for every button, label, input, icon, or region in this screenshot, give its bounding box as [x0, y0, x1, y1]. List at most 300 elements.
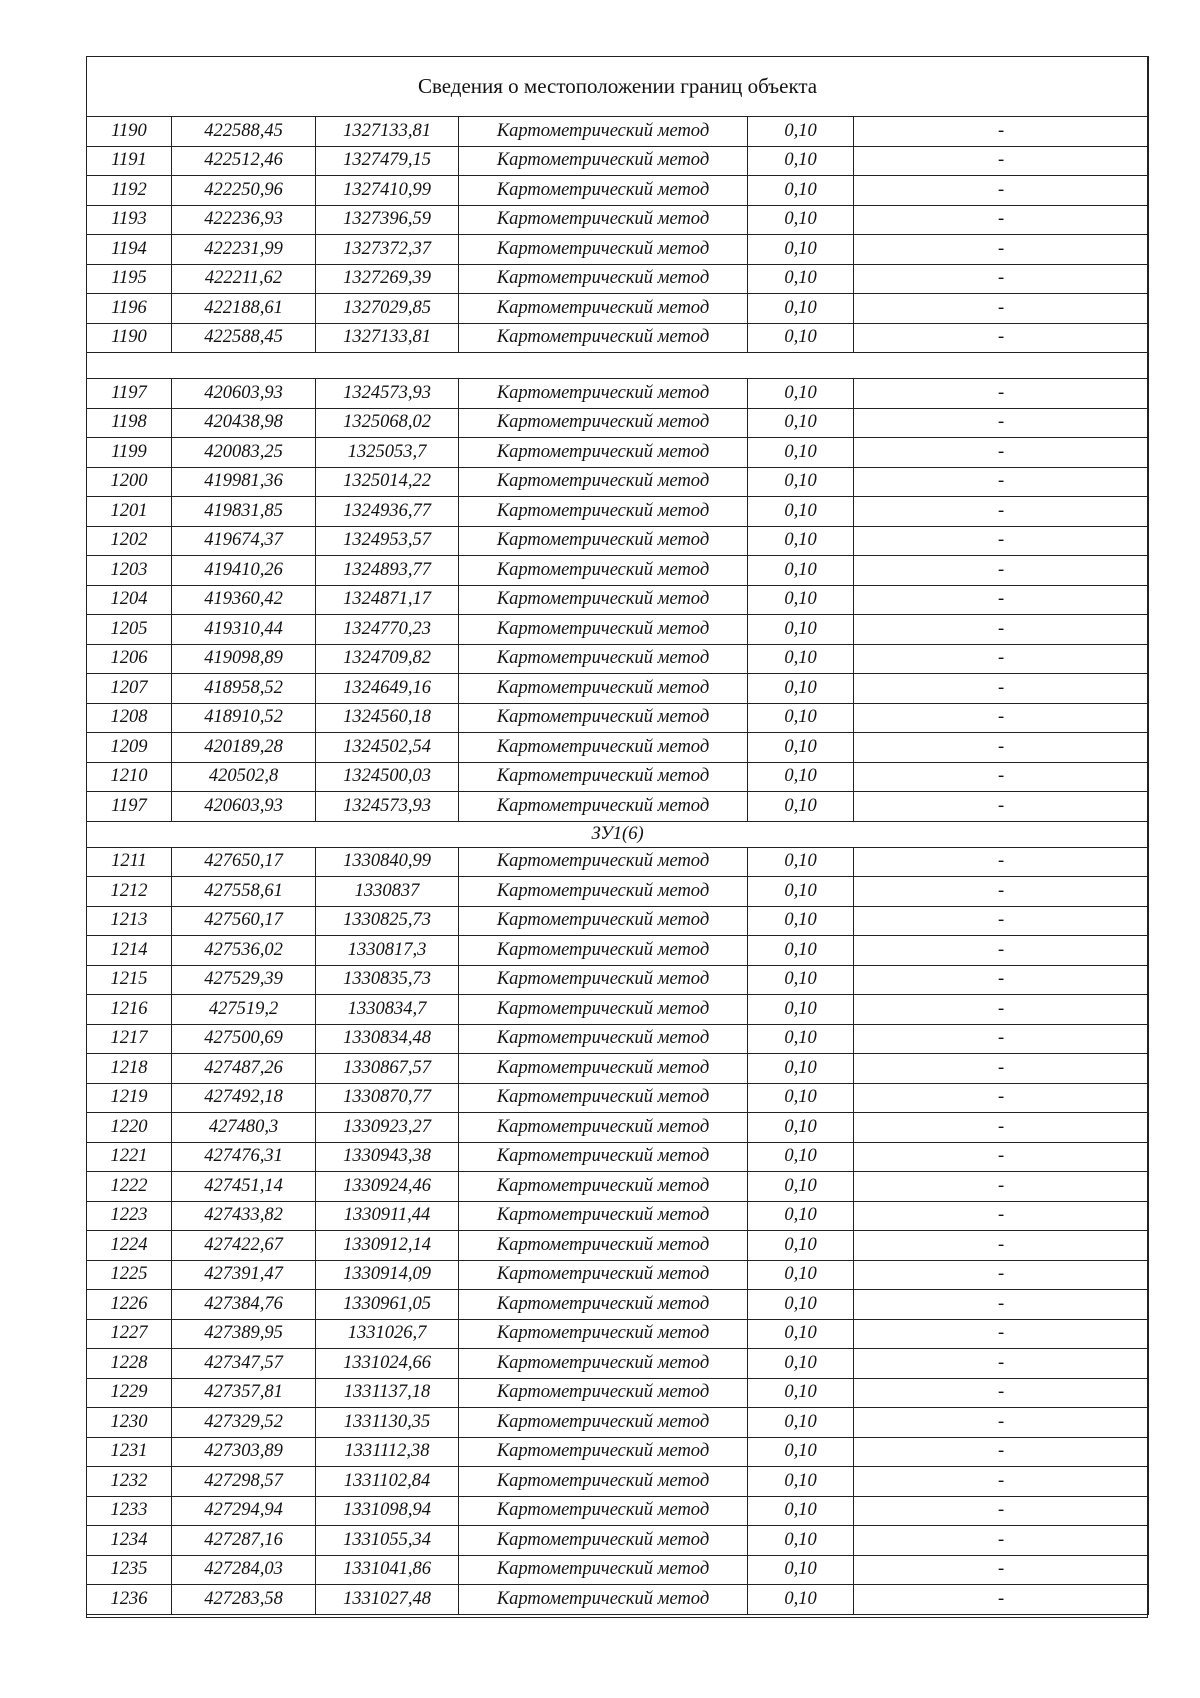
x-coordinate-cell: 427303,89 — [172, 1437, 316, 1467]
x-coordinate-cell: 427347,57 — [172, 1349, 316, 1379]
description-cell: - — [854, 146, 1149, 176]
accuracy-cell: 0,10 — [748, 526, 854, 556]
method-cell: Картометрический метод — [459, 1378, 748, 1408]
method-cell: Картометрический метод — [459, 1231, 748, 1261]
method-cell: Картометрический метод — [459, 264, 748, 294]
point-number-cell: 1234 — [87, 1526, 172, 1556]
description-cell: - — [854, 235, 1149, 265]
table-row — [87, 847, 1149, 877]
table-row — [87, 1172, 1149, 1202]
accuracy-cell: 0,10 — [748, 615, 854, 645]
accuracy-cell: 0,10 — [748, 1378, 854, 1408]
method-cell: Картометрический метод — [459, 1024, 748, 1054]
point-number-cell: 1225 — [87, 1260, 172, 1290]
description-cell: - — [854, 323, 1149, 353]
table-row — [87, 877, 1149, 907]
point-number-cell: 1235 — [87, 1555, 172, 1585]
y-coordinate-cell: 1330911,44 — [316, 1201, 459, 1231]
table-title-row — [87, 57, 1149, 117]
point-number-cell: 1200 — [87, 467, 172, 497]
table-row — [87, 1496, 1149, 1526]
method-cell: Картометрический метод — [459, 1467, 748, 1497]
accuracy-cell: 0,10 — [748, 146, 854, 176]
table-row — [87, 906, 1149, 936]
x-coordinate-cell: 427283,58 — [172, 1585, 316, 1615]
table-row — [87, 615, 1149, 645]
method-cell: Картометрический метод — [459, 1260, 748, 1290]
x-coordinate-cell: 422231,99 — [172, 235, 316, 265]
x-coordinate-cell: 420603,93 — [172, 792, 316, 822]
accuracy-cell: 0,10 — [748, 176, 854, 206]
point-number-cell: 1201 — [87, 497, 172, 527]
x-coordinate-cell: 427529,39 — [172, 965, 316, 995]
description-cell: - — [854, 205, 1149, 235]
y-coordinate-cell: 1324649,16 — [316, 674, 459, 704]
table-row — [87, 205, 1149, 235]
method-cell: Картометрический метод — [459, 1113, 748, 1143]
x-coordinate-cell: 420189,28 — [172, 733, 316, 763]
accuracy-cell: 0,10 — [748, 1231, 854, 1261]
method-cell: Картометрический метод — [459, 703, 748, 733]
description-cell: - — [854, 438, 1149, 468]
method-cell: Картометрический метод — [459, 762, 748, 792]
accuracy-cell: 0,10 — [748, 585, 854, 615]
x-coordinate-cell: 427492,18 — [172, 1083, 316, 1113]
y-coordinate-cell: 1327479,15 — [316, 146, 459, 176]
description-cell: - — [854, 1083, 1149, 1113]
method-cell: Картометрический метод — [459, 1349, 748, 1379]
accuracy-cell: 0,10 — [748, 1437, 854, 1467]
table-row — [87, 1142, 1149, 1172]
method-cell: Картометрический метод — [459, 936, 748, 966]
point-number-cell: 1194 — [87, 235, 172, 265]
y-coordinate-cell: 1327410,99 — [316, 176, 459, 206]
x-coordinate-cell: 419360,42 — [172, 585, 316, 615]
description-cell: - — [854, 379, 1149, 409]
description-cell: - — [854, 1290, 1149, 1320]
description-cell: - — [854, 847, 1149, 877]
description-cell: - — [854, 467, 1149, 497]
y-coordinate-cell: 1327372,37 — [316, 235, 459, 265]
method-cell: Картометрический метод — [459, 294, 748, 324]
group-separator-row — [87, 353, 1149, 379]
y-coordinate-cell: 1330834,7 — [316, 995, 459, 1025]
y-coordinate-cell: 1324573,93 — [316, 379, 459, 409]
method-cell: Картометрический метод — [459, 526, 748, 556]
description-cell: - — [854, 264, 1149, 294]
description-cell: - — [854, 1467, 1149, 1497]
table-row — [87, 294, 1149, 324]
method-cell: Картометрический метод — [459, 733, 748, 763]
table-row — [87, 1349, 1149, 1379]
accuracy-cell: 0,10 — [748, 1526, 854, 1556]
accuracy-cell: 0,10 — [748, 497, 854, 527]
point-number-cell: 1196 — [87, 294, 172, 324]
accuracy-cell: 0,10 — [748, 847, 854, 877]
method-cell: Картометрический метод — [459, 146, 748, 176]
table-row — [87, 1231, 1149, 1261]
description-cell: - — [854, 497, 1149, 527]
table-row — [87, 526, 1149, 556]
method-cell: Картометрический метод — [459, 235, 748, 265]
point-number-cell: 1213 — [87, 906, 172, 936]
point-number-cell: 1232 — [87, 1467, 172, 1497]
table-row — [87, 1555, 1149, 1585]
point-number-cell: 1228 — [87, 1349, 172, 1379]
accuracy-cell: 0,10 — [748, 792, 854, 822]
y-coordinate-cell: 1331098,94 — [316, 1496, 459, 1526]
y-coordinate-cell: 1331027,48 — [316, 1585, 459, 1615]
table-row — [87, 1319, 1149, 1349]
y-coordinate-cell: 1325068,02 — [316, 408, 459, 438]
y-coordinate-cell: 1327396,59 — [316, 205, 459, 235]
y-coordinate-cell: 1331055,34 — [316, 1526, 459, 1556]
table-row — [87, 379, 1149, 409]
y-coordinate-cell: 1330923,27 — [316, 1113, 459, 1143]
description-cell: - — [854, 1231, 1149, 1261]
point-number-cell: 1209 — [87, 733, 172, 763]
accuracy-cell: 0,10 — [748, 1555, 854, 1585]
description-cell: - — [854, 556, 1149, 586]
description-cell: - — [854, 1201, 1149, 1231]
method-cell: Картометрический метод — [459, 117, 748, 147]
method-cell: Картометрический метод — [459, 176, 748, 206]
table-row — [87, 1290, 1149, 1320]
point-number-cell: 1197 — [87, 792, 172, 822]
y-coordinate-cell: 1325014,22 — [316, 467, 459, 497]
accuracy-cell: 0,10 — [748, 1142, 854, 1172]
point-number-cell: 1203 — [87, 556, 172, 586]
y-coordinate-cell: 1330835,73 — [316, 965, 459, 995]
point-number-cell: 1199 — [87, 438, 172, 468]
x-coordinate-cell: 427298,57 — [172, 1467, 316, 1497]
method-cell: Картометрический метод — [459, 379, 748, 409]
point-number-cell: 1190 — [87, 117, 172, 147]
x-coordinate-cell: 427433,82 — [172, 1201, 316, 1231]
point-number-cell: 1208 — [87, 703, 172, 733]
accuracy-cell: 0,10 — [748, 1496, 854, 1526]
x-coordinate-cell: 419674,37 — [172, 526, 316, 556]
x-coordinate-cell: 419310,44 — [172, 615, 316, 645]
table-row — [87, 1201, 1149, 1231]
description-cell: - — [854, 1349, 1149, 1379]
description-cell: - — [854, 995, 1149, 1025]
table-row — [87, 1083, 1149, 1113]
table-body — [87, 57, 1149, 1615]
accuracy-cell: 0,10 — [748, 965, 854, 995]
table-row — [87, 264, 1149, 294]
table-row — [87, 995, 1149, 1025]
x-coordinate-cell: 427287,16 — [172, 1526, 316, 1556]
x-coordinate-cell: 427476,31 — [172, 1142, 316, 1172]
x-coordinate-cell: 422250,96 — [172, 176, 316, 206]
point-number-cell: 1218 — [87, 1054, 172, 1084]
point-number-cell: 1214 — [87, 936, 172, 966]
x-coordinate-cell: 427558,61 — [172, 877, 316, 907]
point-number-cell: 1195 — [87, 264, 172, 294]
section-header-row — [87, 821, 1149, 847]
accuracy-cell: 0,10 — [748, 294, 854, 324]
table-row — [87, 644, 1149, 674]
method-cell: Картометрический метод — [459, 1408, 748, 1438]
point-number-cell: 1202 — [87, 526, 172, 556]
point-number-cell: 1198 — [87, 408, 172, 438]
method-cell: Картометрический метод — [459, 1201, 748, 1231]
description-cell: - — [854, 906, 1149, 936]
method-cell: Картометрический метод — [459, 644, 748, 674]
description-cell: - — [854, 703, 1149, 733]
description-cell: - — [854, 1496, 1149, 1526]
x-coordinate-cell: 427389,95 — [172, 1319, 316, 1349]
method-cell: Картометрический метод — [459, 1319, 748, 1349]
accuracy-cell: 0,10 — [748, 323, 854, 353]
point-number-cell: 1219 — [87, 1083, 172, 1113]
accuracy-cell: 0,10 — [748, 1201, 854, 1231]
description-cell: - — [854, 117, 1149, 147]
y-coordinate-cell: 1330924,46 — [316, 1172, 459, 1202]
description-cell: - — [854, 1319, 1149, 1349]
x-coordinate-cell: 427294,94 — [172, 1496, 316, 1526]
table-row — [87, 674, 1149, 704]
point-number-cell: 1210 — [87, 762, 172, 792]
accuracy-cell: 0,10 — [748, 1024, 854, 1054]
y-coordinate-cell: 1324560,18 — [316, 703, 459, 733]
accuracy-cell: 0,10 — [748, 1467, 854, 1497]
x-coordinate-cell: 427329,52 — [172, 1408, 316, 1438]
table-row — [87, 497, 1149, 527]
x-coordinate-cell: 427357,81 — [172, 1378, 316, 1408]
x-coordinate-cell: 422588,45 — [172, 323, 316, 353]
x-coordinate-cell: 422588,45 — [172, 117, 316, 147]
description-cell: - — [854, 1555, 1149, 1585]
x-coordinate-cell: 418958,52 — [172, 674, 316, 704]
x-coordinate-cell: 427650,17 — [172, 847, 316, 877]
point-number-cell: 1226 — [87, 1290, 172, 1320]
y-coordinate-cell: 1331026,7 — [316, 1319, 459, 1349]
method-cell: Картометрический метод — [459, 1290, 748, 1320]
x-coordinate-cell: 419410,26 — [172, 556, 316, 586]
table-title: Сведения о местоположении границ объекта — [87, 57, 1149, 117]
accuracy-cell: 0,10 — [748, 379, 854, 409]
y-coordinate-cell: 1331137,18 — [316, 1378, 459, 1408]
table-row — [87, 1378, 1149, 1408]
y-coordinate-cell: 1330825,73 — [316, 906, 459, 936]
description-cell: - — [854, 877, 1149, 907]
method-cell: Картометрический метод — [459, 877, 748, 907]
y-coordinate-cell: 1330912,14 — [316, 1231, 459, 1261]
point-number-cell: 1224 — [87, 1231, 172, 1261]
accuracy-cell: 0,10 — [748, 235, 854, 265]
y-coordinate-cell: 1331041,86 — [316, 1555, 459, 1585]
x-coordinate-cell: 419981,36 — [172, 467, 316, 497]
accuracy-cell: 0,10 — [748, 1408, 854, 1438]
accuracy-cell: 0,10 — [748, 205, 854, 235]
method-cell: Картометрический метод — [459, 1526, 748, 1556]
table-row — [87, 1437, 1149, 1467]
method-cell: Картометрический метод — [459, 1555, 748, 1585]
table-row — [87, 323, 1149, 353]
point-number-cell: 1221 — [87, 1142, 172, 1172]
method-cell: Картометрический метод — [459, 1054, 748, 1084]
description-cell: - — [854, 644, 1149, 674]
y-coordinate-cell: 1325053,7 — [316, 438, 459, 468]
y-coordinate-cell: 1324573,93 — [316, 792, 459, 822]
method-cell: Картометрический метод — [459, 965, 748, 995]
y-coordinate-cell: 1330870,77 — [316, 1083, 459, 1113]
accuracy-cell: 0,10 — [748, 877, 854, 907]
table-row — [87, 762, 1149, 792]
point-number-cell: 1211 — [87, 847, 172, 877]
table-row — [87, 556, 1149, 586]
description-cell: - — [854, 1526, 1149, 1556]
x-coordinate-cell: 427284,03 — [172, 1555, 316, 1585]
y-coordinate-cell: 1324893,77 — [316, 556, 459, 586]
method-cell: Картометрический метод — [459, 1496, 748, 1526]
method-cell: Картометрический метод — [459, 674, 748, 704]
description-cell: - — [854, 1142, 1149, 1172]
y-coordinate-cell: 1324500,03 — [316, 762, 459, 792]
group-separator — [87, 353, 1149, 379]
table-row — [87, 792, 1149, 822]
method-cell: Картометрический метод — [459, 906, 748, 936]
table-row — [87, 1467, 1149, 1497]
y-coordinate-cell: 1330914,09 — [316, 1260, 459, 1290]
y-coordinate-cell: 1330817,3 — [316, 936, 459, 966]
method-cell: Картометрический метод — [459, 467, 748, 497]
accuracy-cell: 0,10 — [748, 703, 854, 733]
description-cell: - — [854, 965, 1149, 995]
method-cell: Картометрический метод — [459, 408, 748, 438]
description-cell: - — [854, 1408, 1149, 1438]
accuracy-cell: 0,10 — [748, 906, 854, 936]
y-coordinate-cell: 1330867,57 — [316, 1054, 459, 1084]
y-coordinate-cell: 1327269,39 — [316, 264, 459, 294]
method-cell: Картометрический метод — [459, 497, 748, 527]
description-cell: - — [854, 1172, 1149, 1202]
x-coordinate-cell: 427519,2 — [172, 995, 316, 1025]
table-row — [87, 1113, 1149, 1143]
description-cell: - — [854, 733, 1149, 763]
x-coordinate-cell: 427391,47 — [172, 1260, 316, 1290]
table-row — [87, 117, 1149, 147]
description-cell: - — [854, 1585, 1149, 1615]
accuracy-cell: 0,10 — [748, 1054, 854, 1084]
description-cell: - — [854, 294, 1149, 324]
y-coordinate-cell: 1324871,17 — [316, 585, 459, 615]
x-coordinate-cell: 422211,62 — [172, 264, 316, 294]
description-cell: - — [854, 585, 1149, 615]
boundary-coordinates-table — [86, 56, 1149, 1615]
point-number-cell: 1207 — [87, 674, 172, 704]
point-number-cell: 1230 — [87, 1408, 172, 1438]
point-number-cell: 1205 — [87, 615, 172, 645]
y-coordinate-cell: 1330837 — [316, 877, 459, 907]
x-coordinate-cell: 427422,67 — [172, 1231, 316, 1261]
accuracy-cell: 0,10 — [748, 936, 854, 966]
method-cell: Картометрический метод — [459, 1083, 748, 1113]
description-cell: - — [854, 176, 1149, 206]
point-number-cell: 1227 — [87, 1319, 172, 1349]
y-coordinate-cell: 1331102,84 — [316, 1467, 459, 1497]
accuracy-cell: 0,10 — [748, 1349, 854, 1379]
x-coordinate-cell: 422236,93 — [172, 205, 316, 235]
accuracy-cell: 0,10 — [748, 556, 854, 586]
table-row — [87, 1260, 1149, 1290]
method-cell: Картометрический метод — [459, 556, 748, 586]
y-coordinate-cell: 1331112,38 — [316, 1437, 459, 1467]
table-row — [87, 1526, 1149, 1556]
description-cell: - — [854, 526, 1149, 556]
x-coordinate-cell: 427560,17 — [172, 906, 316, 936]
method-cell: Картометрический метод — [459, 615, 748, 645]
accuracy-cell: 0,10 — [748, 1319, 854, 1349]
y-coordinate-cell: 1324953,57 — [316, 526, 459, 556]
method-cell: Картометрический метод — [459, 205, 748, 235]
accuracy-cell: 0,10 — [748, 1260, 854, 1290]
method-cell: Картометрический метод — [459, 1585, 748, 1615]
point-number-cell: 1231 — [87, 1437, 172, 1467]
description-cell: - — [854, 936, 1149, 966]
point-number-cell: 1222 — [87, 1172, 172, 1202]
table-row — [87, 467, 1149, 497]
x-coordinate-cell: 427500,69 — [172, 1024, 316, 1054]
x-coordinate-cell: 427451,14 — [172, 1172, 316, 1202]
x-coordinate-cell: 422188,61 — [172, 294, 316, 324]
x-coordinate-cell: 427536,02 — [172, 936, 316, 966]
accuracy-cell: 0,10 — [748, 995, 854, 1025]
point-number-cell: 1216 — [87, 995, 172, 1025]
accuracy-cell: 0,10 — [748, 1290, 854, 1320]
point-number-cell: 1206 — [87, 644, 172, 674]
table-row — [87, 585, 1149, 615]
accuracy-cell: 0,10 — [748, 1113, 854, 1143]
accuracy-cell: 0,10 — [748, 674, 854, 704]
table-row — [87, 703, 1149, 733]
x-coordinate-cell: 427480,3 — [172, 1113, 316, 1143]
section-label: ЗУ1(6) — [87, 821, 1149, 847]
description-cell: - — [854, 1378, 1149, 1408]
y-coordinate-cell: 1331024,66 — [316, 1349, 459, 1379]
accuracy-cell: 0,10 — [748, 1172, 854, 1202]
table-row — [87, 1024, 1149, 1054]
y-coordinate-cell: 1330943,38 — [316, 1142, 459, 1172]
x-coordinate-cell: 427384,76 — [172, 1290, 316, 1320]
x-coordinate-cell: 427487,26 — [172, 1054, 316, 1084]
method-cell: Картометрический метод — [459, 995, 748, 1025]
y-coordinate-cell: 1330961,05 — [316, 1290, 459, 1320]
table-row — [87, 235, 1149, 265]
table-row — [87, 1054, 1149, 1084]
description-cell: - — [854, 408, 1149, 438]
point-number-cell: 1191 — [87, 146, 172, 176]
y-coordinate-cell: 1324502,54 — [316, 733, 459, 763]
accuracy-cell: 0,10 — [748, 644, 854, 674]
point-number-cell: 1233 — [87, 1496, 172, 1526]
y-coordinate-cell: 1331130,35 — [316, 1408, 459, 1438]
point-number-cell: 1229 — [87, 1378, 172, 1408]
y-coordinate-cell: 1324770,23 — [316, 615, 459, 645]
point-number-cell: 1193 — [87, 205, 172, 235]
y-coordinate-cell: 1327133,81 — [316, 323, 459, 353]
method-cell: Картометрический метод — [459, 847, 748, 877]
method-cell: Картометрический метод — [459, 1172, 748, 1202]
table-row — [87, 438, 1149, 468]
accuracy-cell: 0,10 — [748, 438, 854, 468]
point-number-cell: 1223 — [87, 1201, 172, 1231]
accuracy-cell: 0,10 — [748, 762, 854, 792]
accuracy-cell: 0,10 — [748, 1083, 854, 1113]
x-coordinate-cell: 419831,85 — [172, 497, 316, 527]
